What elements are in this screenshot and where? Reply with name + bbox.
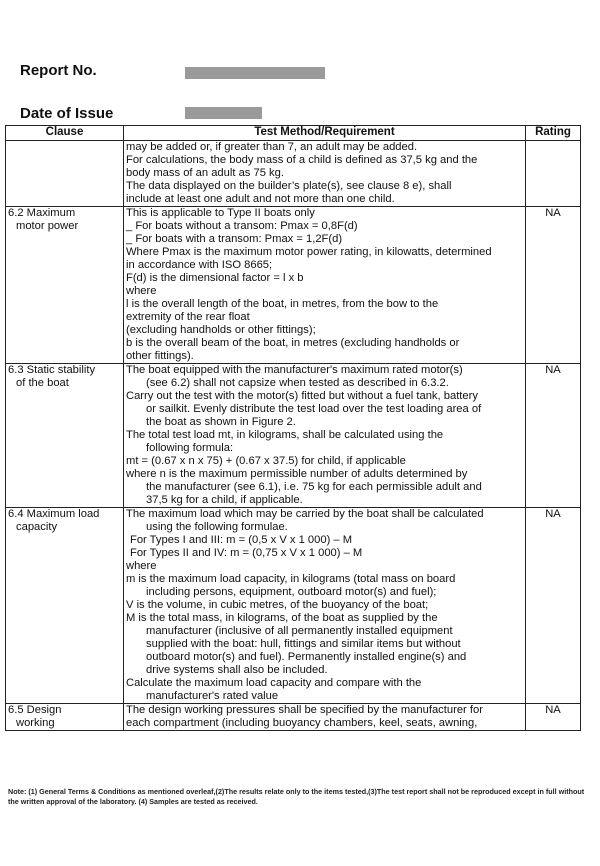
requirement-line: supplied with the boat: hull, fittings and similar items but without (146, 638, 461, 650)
clause-cell (6, 207, 124, 364)
clause-text: 6.4 Maximum load (8, 508, 100, 520)
requirement-line: _ For boats with a transom: Pmax = 1,2F(d) (126, 233, 343, 245)
requirement-line: following formula: (146, 442, 234, 454)
rating-cell: NA (526, 704, 581, 731)
requirement-line: mt = (0.67 x n x 75) + (0.67 x 37.5) for child, if applicable (126, 455, 406, 467)
requirement-line: For Types II and IV: m = (0,75 x V x 1 000) – M (130, 547, 363, 559)
rating-cell: NA (526, 207, 581, 364)
requirement-line: where n is the maximum permissible number of adults determined by (126, 468, 468, 480)
requirement-line: Carry out the test with the motor(s) fitted but without a fuel tank, battery (126, 390, 478, 402)
requirement-line: V is the volume, in cubic metres, of the buoyancy of the boat; (126, 599, 429, 611)
table-row (6, 364, 581, 508)
column-header-test-method: Test Method/Requirement (124, 126, 526, 141)
requirement-line: The total test load mt, in kilograms, shall be calculated using the (126, 429, 444, 441)
requirement-cell (124, 704, 526, 731)
requirement-line: outboard motor(s) and fuel). Permanently installed engine(s) and (146, 651, 467, 663)
requirement-line: m is the maximum load capacity, in kilograms (total mass on board (126, 573, 456, 585)
requirement-line: The boat equipped with the manufacturer's maximum rated motor(s) (126, 364, 463, 376)
requirement-line: M is the total mass, in kilograms, of the boat as supplied by the (126, 612, 438, 624)
redacted-date (185, 107, 262, 119)
requirement-line: Where Pmax is the maximum motor power rating, in kilowatts, determined (126, 246, 492, 258)
requirement-line: include at least one adult and not more than one child. (126, 193, 395, 205)
requirement-cell (124, 141, 526, 207)
requirement-line: The maximum load which may be carried by the boat shall be calculated (126, 508, 484, 520)
rating-cell: NA (526, 508, 581, 704)
requirement-line: each compartment (including buoyancy chambers, keel, seats, awning, (126, 717, 478, 729)
requirement-line: _ For boats without a transom: Pmax = 0,8F(d) (126, 220, 358, 232)
clause-cell (6, 508, 124, 704)
requirement-line: For Types I and III: m = (0,5 x V x 1 000) – M (130, 534, 353, 546)
table-row (6, 141, 581, 207)
clause-text: working (16, 717, 55, 729)
table-row (6, 704, 581, 731)
requirement-line: other fittings). (126, 350, 194, 362)
requirement-line: This is applicable to Type II boats only (126, 207, 315, 219)
requirement-cell (124, 364, 526, 508)
clause-cell (6, 141, 124, 207)
requirement-line: extremity of the rear float (126, 311, 250, 323)
clause-text: 6.2 Maximum (8, 207, 76, 219)
requirement-line: or sailkit. Evenly distribute the test load over the test loading area of (146, 403, 482, 415)
date-of-issue-label: Date of Issue (20, 105, 114, 122)
requirement-cell (124, 207, 526, 364)
footer-note: Note: (1) General Terms & Conditions as mentioned overleaf,(2)The results relate only to the items tested,(3)The test report shall not be reproduced except in full without the written approval of the laboratory. (4) Samples are tested as received. (8, 787, 585, 806)
clause-cell (6, 364, 124, 508)
requirement-line: b is the overall beam of the boat, in metres (excluding handholds or (126, 337, 460, 349)
requirement-line: The data displayed on the builder’s plate(s), see clause 8 e), shall (126, 180, 452, 192)
requirement-line: For calculations, the body mass of a child is defined as 37,5 kg and the (126, 154, 478, 166)
redacted-report-number (185, 67, 325, 79)
requirement-line: (see 6.2) shall not capsize when tested as described in 6.3.2. (146, 377, 449, 389)
table-row (6, 508, 581, 704)
requirement-line: manufacturer's rated value (146, 690, 279, 702)
clause-text: motor power (16, 220, 79, 232)
requirement-line: 37,5 kg for a child, if applicable. (146, 494, 303, 506)
rating-cell (526, 141, 581, 207)
report-no-label: Report No. (20, 62, 97, 79)
clause-cell (6, 704, 124, 731)
requirement-line: Calculate the maximum load capacity and compare with the (126, 677, 422, 689)
requirement-line: F(d) is the dimensional factor = l x b (126, 272, 304, 284)
table-header-row (6, 126, 581, 141)
column-header-clause: Clause (6, 126, 124, 141)
rating-cell: NA (526, 364, 581, 508)
clause-text: 6.3 Static stability (8, 364, 96, 376)
requirement-line: where (126, 285, 157, 297)
table-row (6, 207, 581, 364)
requirements-table (5, 125, 581, 731)
requirement-line: where (126, 560, 157, 572)
requirement-line: l is the overall length of the boat, in metres, from the bow to the (126, 298, 439, 310)
requirement-line: manufacturer (inclusive of all permanently installed equipment (146, 625, 453, 637)
requirement-line: including persons, equipment, outboard motor(s) and fuel); (146, 586, 437, 598)
requirement-line: drive systems shall also be included. (146, 664, 328, 676)
requirement-line: body mass of an adult as 75 kg. (126, 167, 284, 179)
requirement-line: (excluding handholds or other fittings); (126, 324, 316, 336)
requirement-line: the boat as shown in Figure 2. (146, 416, 296, 428)
requirement-line: using the following formulae. (146, 521, 288, 533)
clause-text: capacity (16, 521, 58, 533)
requirement-line: The design working pressures shall be specified by the manufacturer for (126, 704, 483, 716)
requirement-line: in accordance with ISO 8665; (126, 259, 273, 271)
clause-text: of the boat (16, 377, 69, 389)
column-header-rating: Rating (526, 126, 581, 141)
requirement-line: may be added or, if greater than 7, an adult may be added. (126, 141, 418, 153)
clause-text: 6.5 Design (8, 704, 62, 716)
requirement-cell (124, 508, 526, 704)
requirement-line: the manufacturer (see 6.1), i.e. 75 kg for each permissible adult and (146, 481, 482, 493)
